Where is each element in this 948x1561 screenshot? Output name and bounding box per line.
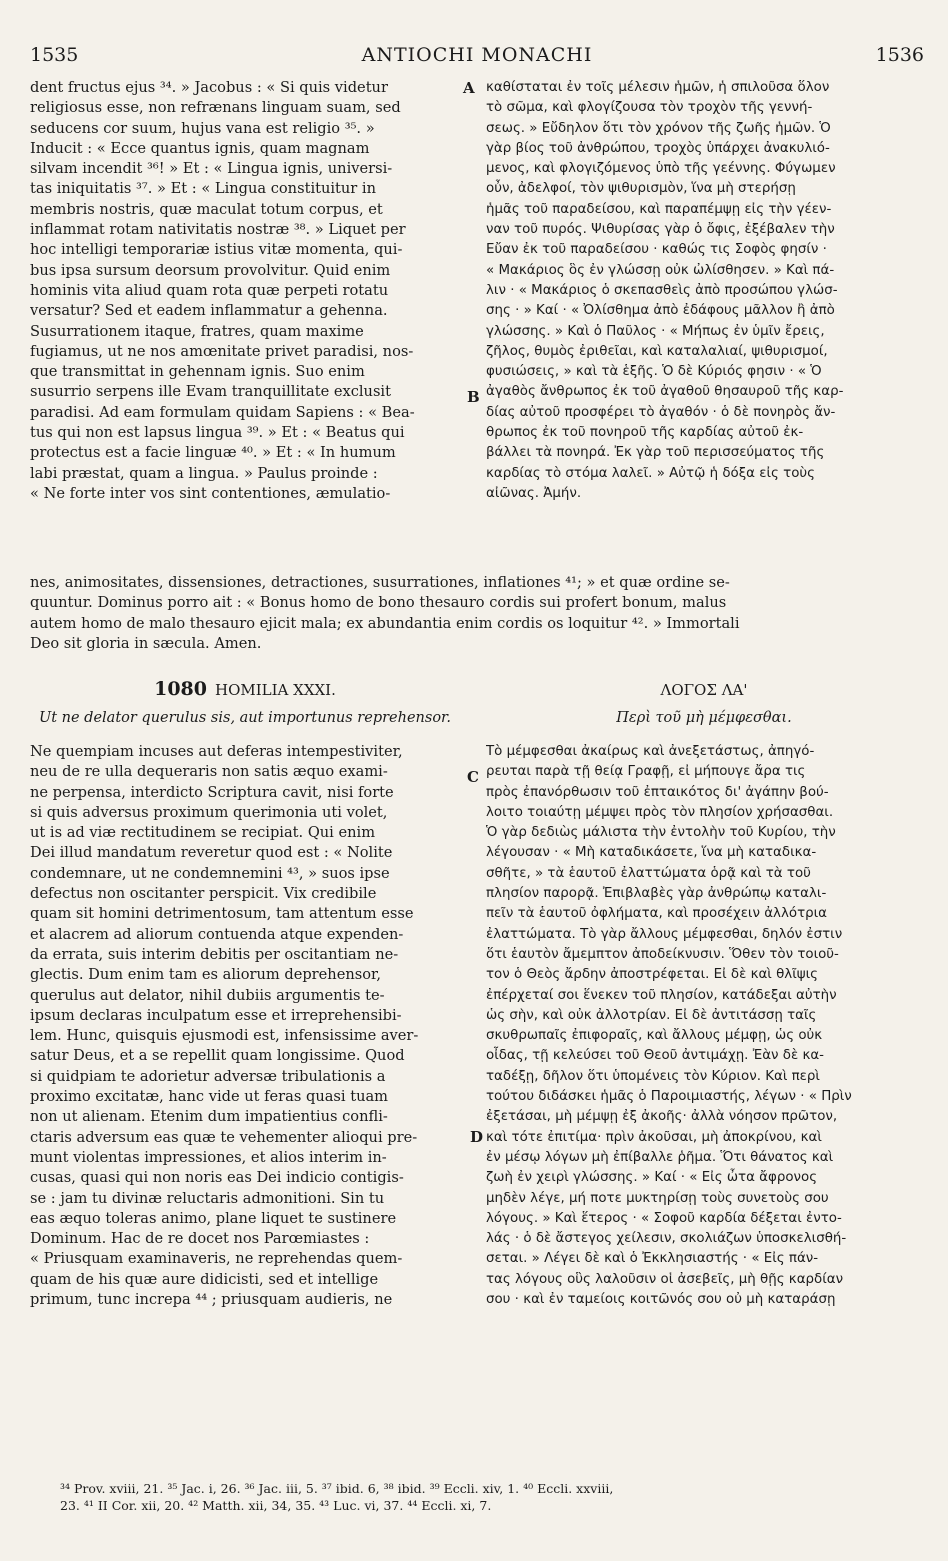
text-line: seducens cor suum, hujus vana est religio ³⁵. » [30,119,375,137]
latin-title-text: HOMILIA XXXI. [215,681,336,699]
text-line: ὡς σὴν, καὶ οὐκ ἀλλοτρίαν. Εἰ δὲ ἀντιτάσσῃ ταῖς [486,1007,817,1023]
text-line: οὖν, ἀδελφοί, τὸν ψιθυρισμὸν, ἵνα μὴ στερήσῃ [486,181,796,197]
text-line: quam sit homini detrimentosum, tam attentum esse [30,905,414,923]
text-line: « Priusquam examinaveris, ne reprehendas quem- [30,1250,403,1268]
text-line: bus ipsa sursum deorsum provolvitur. Quid enim [30,261,391,279]
text-line: nes, animositates, dissensiones, detractiones, susurrationes, inflationes ⁴¹; » et quæ ordine se- [30,574,730,591]
text-line: « Ne forte inter vos sint contentiones, æmulatio- [30,484,391,502]
text-line: ὅτι ἑαυτὸν ἄμεμπτον ἀποδείκνυσιν. Ὅθεν τὸν τοιοῦ- [486,946,839,962]
text-line: καρδίας τὸ στόμα λαλεῖ. » Αὐτῷ ἡ δόξα εἰς τοὺς [486,465,816,481]
text-line: « Μακάριος ὃς ἐν γλώσσῃ οὐκ ὠλίσθησεν. » Καὶ πά- [486,262,835,278]
text-line: ctaris adversum eas quæ te vehementer alioqui pre- [30,1128,418,1146]
text-line: tas iniquitatis ³⁷. » Et : « Lingua constituitur in [30,180,376,198]
text-line: μηδὲν λέγε, μή ποτε μυκτηρίσῃ τοὺς συνετοὺς σου [486,1190,829,1206]
text-line: autem homo de malo thesauro ejicit mala; ex abundantia enim cordis os loquitur ⁴². » Immortali [30,614,740,632]
text-line: Τὸ μέμφεσθαι ἀκαίρως καὶ ἀνεξετάστως, ἀπηγό- [486,744,815,759]
text-line: σης · » Καί · « Ὀλίσθημα ἀπὸ ἐδάφους μᾶλλον ἢ ἀπὸ [486,303,835,319]
text-line: τὸ σῶμα, καὶ φλογίζουσα τὸν τροχὸν τῆς γεννή- [486,100,813,116]
text-line: πλησίον παρορᾷ. Ἐπιβλαβὲς γὰρ ἀνθρώπῳ καταλι- [486,886,827,902]
text-line: fugiamus, ut ne nos amœnitate privet paradisi, nos- [30,342,414,360]
text-line: se : jam tu divinæ reluctaris admonitioni. Sin tu [30,1189,385,1207]
text-line: Ne quempiam incuses aut deferas intempestiviter, [30,743,403,760]
text-line: membris nostris, quæ maculat totum corpus, et [30,200,383,218]
text-line: dent fructus ejus ³⁴. » Jacobus : « Si quis videtur [30,79,388,96]
text-line: non ut alienam. Etenim dum impatientius confli- [30,1108,388,1126]
text-line: λόγους. » Καὶ ἕτερος · « Σοφοῦ καρδία δέξεται ἐντο- [486,1210,842,1226]
text-line: φυσιώσεις, » καὶ τὰ ἑξῆς. Ὁ δὲ Κύριός φησιν · « Ὁ [486,364,822,380]
text-line: paradisi. Ad eam formulam quidam Sapiens : « Bea- [30,403,415,421]
text-line: defectus non oscitanter perspicit. Vix credibile [30,885,377,903]
text-line: σθῆτε, » τὰ ἑαυτοῦ ἐλαττώματα ὁρᾷ καὶ τὰ τοῦ [486,865,811,881]
text-line: lem. Hunc, quisquis ejusmodi est, infensissime aver- [30,1027,419,1045]
text-line: da errata, suis interim debitis per oscitantiam ne- [30,945,399,963]
text-line: si quidpiam te adorietur adversæ tribulationis a [30,1067,386,1085]
text-line: Ὁ γὰρ δεδιὼς μάλιστα τὴν ἐντολὴν τοῦ Κυρίου, τὴν [486,825,836,841]
text-line: religiosus esse, non refrænans linguam suam, sed [30,99,401,117]
footnotes [60,1480,922,1514]
latin-column-top [30,78,460,504]
margin-marker-a: A [463,79,475,97]
page-number-left: 1535 [30,44,79,66]
text-line: labi præstat, quam a lingua. » Paulus proinde : [30,464,378,482]
text-line: cusas, quasi qui non noris eas Dei indicio contigis- [30,1169,404,1187]
margin-marker-d: D [470,1128,484,1146]
text-line: condemnare, ut ne condemnemini ⁴³, » suos ipse [30,864,390,882]
text-line: Inducit : « Ecce quantus ignis, quam magnam [30,139,370,157]
text-line: σεται. » Λέγει δὲ καὶ ὁ Ἐκκλησιαστής · « Εἰς πάν- [486,1251,819,1267]
footnote-line: ³⁴ Prov. xviii, 21. ³⁵ Jac. i, 26. ³⁶ Jac. iii, 5. ³⁷ ibid. 6, ³⁸ ibid. ³⁹ Eccli. xiv, 1. ⁴⁰ Eccli. xxviii, [60,1481,614,1496]
text-line: ἐξετάσαι, μὴ μέμψῃ ἐξ ἀκοῆς· ἀλλὰ νόησον πρῶτον, [486,1109,838,1125]
text-line: que transmittat in gehennam ignis. Suo enim [30,363,365,381]
text-line: tus qui non est lapsus lingua ³⁹. » Et : « Beatus qui [30,424,405,442]
text-line: πεῖν τὰ ἑαυτοῦ ὀφλήματα, καὶ προσέχειν ἀλλότρια [486,906,827,922]
text-line: munt violentas impressiones, et alios interim in- [30,1148,387,1166]
text-line: λοιτο τοιαύτῃ μέμψει πρὸς τὸν πλησίον χρήσασθαι. [486,804,834,820]
text-line: τούτου διδάσκει ἡμᾶς ὁ Παροιμιαστής, λέγων · « Πρὶν [486,1089,852,1105]
greek-homily-subtitle: Περὶ τοῦ μὴ μέμφεσθαι. [616,710,792,726]
text-line: eas æquo toleras animo, plane liquet te sustinere [30,1209,397,1227]
running-header [30,44,924,70]
text-line: γὰρ βίος τοῦ ἀνθρώπου, τροχὸς ὑπάρχει ἀνακυλιό- [486,140,830,156]
text-line: ζῆλος, θυμὸς ἐριθεῖαι, καὶ καταλαλιαί, ψιθυρισμοί, [486,343,828,359]
text-line: et alacrem ad aliorum contuenda atque expenden- [30,925,404,943]
text-line: ut is ad viæ rectitudinem se recipiat. Qui enim [30,824,376,842]
text-line: silvam incendit ³⁶! » Et : « Lingua ignis, universi- [30,160,393,178]
text-line: ἐπέρχεταί σοι ἕνεκεν τοῦ πλησίον, κατάδεξαι αὐτὴν [486,987,837,1003]
text-line: Εὔαν ἐκ τοῦ παραδείσου · καθώς τις Σοφὸς φησίν · [486,242,827,258]
text-line: Dei illud mandatum reveretur quod est : « Nolite [30,844,393,862]
text-line: versatur? Sed et eadem inflammatur a gehenna. [30,302,388,320]
text-line: ζωὴ ἐν χειρὶ γλώσσης. » Καί · « Εἰς ὦτα ἄφρονος [486,1170,818,1186]
text-line: λάς · ὁ δὲ ἄστεγος χείλεσιν, σκολιάζων ὑποσκελισθή- [486,1231,847,1247]
text-line: οἶδας, τῇ κελεύσει τοῦ Θεοῦ ἀντιμάχῃ. Ἐὰν δὲ κα- [486,1048,825,1064]
text-line: Susurrationem itaque, fratres, quam maxime [30,322,364,340]
text-line: quuntur. Dominus porro ait : « Bonus homo de bono thesauro cordis sui profert bonum, malus [30,594,727,612]
text-line: βάλλει τὰ πονηρά. Ἐκ γὰρ τοῦ περισσεύματος τῆς [486,445,825,461]
text-line: ναν τοῦ πυρός. Ψιθυρίσας γὰρ ὁ ὄφις, ἐξέβαλεν τὴν [486,222,835,238]
text-line: δίας αὐτοῦ προσφέρει τὸ ἀγαθόν · ὁ δὲ πονηρὸς ἄν- [486,404,836,420]
text-line: ἀγαθὸς ἄνθρωπος ἐκ τοῦ ἀγαθοῦ θησαυροῦ τῆς καρ- [486,384,844,400]
latin-full-width-paragraph [30,573,922,654]
text-line: primum, tunc increpa ⁴⁴ ; priusquam audieris, ne [30,1291,393,1309]
text-line: hoc intelligi temporariæ istius vitæ momenta, qui- [30,241,403,259]
text-line: αἰῶνας. Ἀμήν. [486,485,582,501]
text-line: inflammat rotam nativitatis nostræ ³⁸. » Liquet per [30,221,406,239]
text-line: σκυθρωπαῖς ἐπιφοραῖς, καὶ ἄλλους μέμφῃ, ὡς οὐκ [486,1028,823,1044]
text-line: querulus aut delator, nihil dubiis argumentis te- [30,986,385,1004]
text-line: neu de re ulla dequeraris non satis æquo exami- [30,763,388,781]
text-line: ταδέξῃ, δῆλον ὅτι ὑπομένεις τὸν Κύριον. Καὶ περὶ [486,1068,820,1084]
greek-column-homily [486,742,922,1310]
text-line: glectis. Dum enim tam es aliorum deprehensor, [30,966,382,984]
greek-homily-title: ΛΟΓΟΣ ΛΑ' [660,681,748,699]
greek-column-top [486,78,922,504]
text-line: γλώσσης. » Καὶ ὁ Παῦλος · « Μήπως ἐν ὑμῖν ἔρεις, [486,323,825,339]
text-line: λιν · « Μακάριος ὁ σκεπασθεὶς ἀπὸ προσώπου γλώσ- [486,282,838,298]
latin-column-homily [30,742,460,1310]
text-line: μενος, καὶ φλογιζόμενος ὑπὸ τῆς γεέννης. Φύγωμεν [486,161,836,177]
text-line: ἐλαττώματα. Τὸ γὰρ ἄλλους μέμφεσθαι, δηλόν ἐστιν [486,926,843,942]
text-line: καὶ τότε ἐπιτίμα· πρὶν ἀκοῦσαι, μὴ ἀποκρίνου, καὶ [486,1129,822,1145]
text-line: Dominum. Hac de re docet nos Parœmiastes : [30,1230,370,1248]
text-line: protectus est a facie linguæ ⁴⁰. » Et : « In humum [30,444,396,462]
text-line: πρὸς ἐπανόρθωσιν τοῦ ἐπταικότος δι' ἀγάπην βού- [486,784,829,800]
text-line: hominis vita aliud quam rota quæ perpeti rotatu [30,281,389,299]
text-line: σεως. » Εὔδηλον ὅτι τὸν χρόνον τῆς ζωῆς ἡμῶν. Ὁ [486,120,831,136]
text-line: καθίσταται ἐν τοῖς μέλεσιν ἡμῶν, ἡ σπιλοῦσα ὅλον [486,80,830,95]
text-line: ἐν μέσῳ λόγων μὴ ἐπίβαλλε ῥῆμα. Ὅτι θάνατος καὶ [486,1149,834,1165]
text-line: τον ὁ Θεὸς ἄρδην ἀποστρέφεται. Εἰ δὲ καὶ θλῖψις [486,967,818,983]
text-line: ipsum declaras inculpatum esse et irreprehensibi- [30,1006,402,1024]
margin-marker-c: C [467,768,479,786]
text-line: ne perpensa, interdicto Scriptura cavit, nisi forte [30,783,394,801]
text-line: ρευται παρὰ τῇ θείᾳ Γραφῇ, εἰ μήπουγε ἄρα τις [486,764,806,780]
text-line: θρωπος ἐκ τοῦ πονηροῦ τῆς καρδίας αὐτοῦ ἐκ- [486,425,804,441]
text-line: quam de his quæ aure didicisti, sed et intellige [30,1270,379,1288]
page-number-right: 1536 [875,44,924,66]
latin-homily-subtitle: Ut ne delator querulus sis, aut importunus reprehensor. [39,710,451,726]
footnote-line: 23. ⁴¹ II Cor. xii, 20. ⁴² Matth. xii, 34, 35. ⁴³ Luc. vi, 37. ⁴⁴ Eccli. xi, 7. [60,1498,492,1513]
text-line: satur Deus, et a se repellit quam longissime. Quod [30,1047,405,1065]
running-title: ANTIOCHI MONACHI [361,44,593,66]
text-line: proximo excitatæ, hanc vide ut feras quasi tuam [30,1088,389,1106]
text-line: susurrio serpens ille Evam tranquillitate exclusit [30,383,391,401]
column-number: 1080 [154,678,207,700]
text-line: λέγουσαν · « Μὴ καταδικάσετε, ἵνα μὴ καταδικα- [486,845,817,861]
margin-marker-b: B [467,388,480,406]
text-line: τας λόγους οὓς λαλοῦσιν οἱ ἀσεβεῖς, μὴ θῇς καρδίαν [486,1271,844,1287]
text-line: Deo sit gloria in sæcula. Amen. [30,634,262,652]
text-line: σου · καὶ ἐν ταμείοις κοιτῶνός σου οὐ μὴ καταράσῃ [486,1292,836,1308]
text-line: ἡμᾶς τοῦ παραδείσου, καὶ παραπέμψῃ εἰς τὴν γέεν- [486,201,832,217]
text-line: si quis adversus proximum querimonia uti volet, [30,803,388,821]
latin-homily-title [30,678,460,700]
